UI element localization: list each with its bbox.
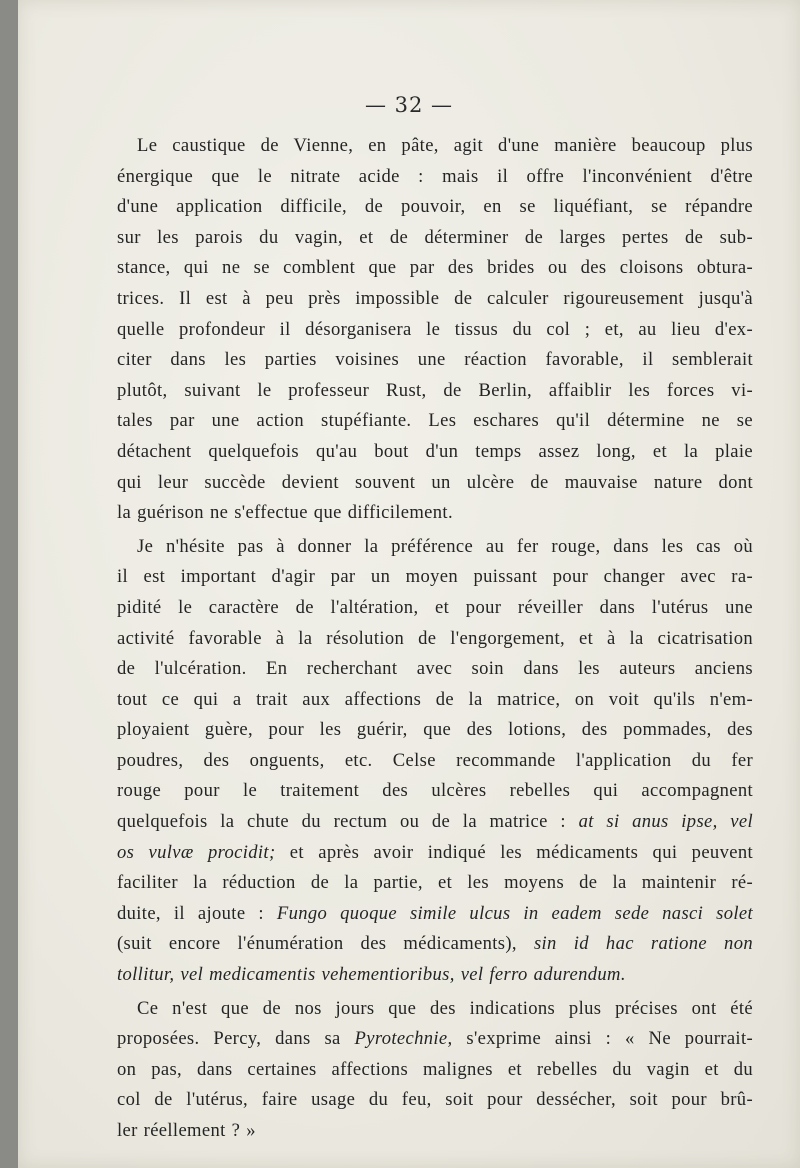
italic-latin-text: tollitur, vel medicamentis vehementioribus, vel ferro adurendum.	[117, 964, 626, 986]
text-segment: on pas, dans certaines affections malignes et rebelles du vagin et du	[117, 1058, 753, 1080]
text-segment: il est important d'agir par un moyen puissant pour changer avec ra-	[117, 566, 753, 588]
text-segment: tales par une action stupéfiante. Les eschares qu'il détermine ne se	[117, 410, 753, 432]
text-line	[117, 562, 753, 593]
text-line	[117, 131, 753, 162]
text-segment: la guérison ne s'effectue que difficilement.	[117, 502, 453, 524]
text-line	[117, 223, 753, 254]
text-line	[117, 253, 753, 284]
text-line	[117, 746, 753, 777]
text-segment: duite, il ajoute :	[117, 902, 277, 924]
text-segment: ler réellement ? »	[117, 1120, 256, 1141]
text-line	[117, 284, 753, 315]
text-segment: qui leur succède devient souvent un ulcère de mauvaise nature dont	[117, 471, 753, 493]
text-segment: détachent quelquefois qu'au bout d'un temps assez long, et la plaie	[117, 440, 753, 462]
text-segment: Le caustique de Vienne, en pâte, agit d'une manière beaucoup plus	[137, 135, 753, 156]
text-segment: s'exprime ainsi : « Ne pourrait-	[452, 1028, 754, 1050]
text-line	[117, 1055, 753, 1086]
text-line	[117, 192, 753, 223]
text-segment: énergique que le nitrate acide : mais il offre l'inconvénient d'être	[117, 165, 753, 187]
text-line	[117, 1085, 753, 1116]
text-line	[117, 1116, 753, 1147]
text-segment: et après avoir indiqué les médicaments qui peuvent	[275, 841, 753, 863]
text-segment: trices. Il est à peu près impossible de calculer rigoureusement jusqu'à	[117, 287, 753, 309]
text-segment: rouge pour le traitement des ulcères rebelles qui accompagnent	[117, 780, 753, 802]
text-line	[117, 929, 753, 960]
text-segment: col de l'utérus, faire usage du feu, soit pour dessécher, soit pour brû-	[117, 1089, 753, 1111]
text-segment: activité favorable à la résolution de l'engorgement, et à la cicatrisation	[117, 627, 753, 649]
book-page	[18, 0, 800, 1168]
text-segment: proposées. Percy, dans sa	[117, 1028, 355, 1050]
text-segment: poudres, des onguents, etc. Celse recommande l'application du fer	[117, 749, 753, 771]
page-number: — 32 —	[364, 93, 454, 117]
italic-latin-text: sin id hac ratione non	[533, 933, 754, 955]
text-line	[117, 654, 753, 685]
text-line	[117, 162, 753, 193]
italic-latin-text: Pyrotechnie,	[354, 1028, 453, 1050]
text-line	[117, 685, 753, 716]
text-segment: stance, qui ne se comblent que par des brides ou des cloisons obtura-	[117, 257, 753, 279]
text-line	[117, 498, 753, 529]
text-segment: quelle profondeur il désorganisera le tissus du col ; et, au lieu d'ex-	[117, 318, 753, 340]
text-line	[117, 532, 753, 563]
text-line	[117, 868, 753, 899]
text-line	[117, 624, 753, 655]
text-line	[117, 376, 753, 407]
text-line	[117, 994, 753, 1025]
body-text	[117, 131, 753, 1147]
text-segment: tout ce qui a trait aux affections de la matrice, on voit qu'ils n'em-	[117, 688, 753, 710]
text-line	[117, 715, 753, 746]
text-line	[117, 345, 753, 376]
text-segment: pidité le caractère de l'altération, et pour réveiller dans l'utérus une	[117, 596, 753, 618]
text-line	[117, 1024, 753, 1055]
text-line	[117, 838, 753, 869]
text-segment: ployaient guère, pour les guérir, que des lotions, des pommades, des	[117, 719, 753, 741]
text-line	[117, 899, 753, 930]
italic-latin-text: Fungo quoque simile ulcus in eadem sede nasci solet	[276, 902, 753, 924]
text-segment: faciliter la réduction de la partie, et les moyens de la maintenir ré-	[117, 872, 753, 894]
text-segment: de l'ulcération. En recherchant avec soin dans les auteurs anciens	[117, 658, 753, 680]
text-line	[117, 315, 753, 346]
text-segment: quelquefois la chute du rectum ou de la matrice :	[117, 811, 579, 833]
text-segment: (suit encore l'énumération des médicaments),	[117, 933, 534, 955]
text-line	[117, 776, 753, 807]
text-segment: Je n'hésite pas à donner la préférence au fer rouge, dans les cas où	[137, 535, 753, 557]
text-line	[117, 960, 753, 991]
text-line	[117, 593, 753, 624]
italic-latin-text: at si anus ipse, vel	[578, 811, 753, 833]
text-line	[117, 807, 753, 838]
text-line	[117, 406, 753, 437]
text-segment: Ce n'est que de nos jours que des indications plus précises ont été	[137, 997, 753, 1019]
text-line	[117, 468, 753, 499]
text-segment: sur les parois du vagin, et de déterminer de larges pertes de sub-	[117, 226, 753, 248]
text-segment: d'une application difficile, de pouvoir, en se liquéfiant, se répandre	[117, 196, 753, 218]
text-segment: citer dans les parties voisines une réaction favorable, il semblerait	[117, 349, 753, 371]
text-line	[117, 437, 753, 468]
italic-latin-text: os vulvæ procidit;	[117, 841, 276, 863]
text-segment: plutôt, suivant le professeur Rust, de Berlin, affaiblir les forces vi-	[117, 379, 753, 401]
